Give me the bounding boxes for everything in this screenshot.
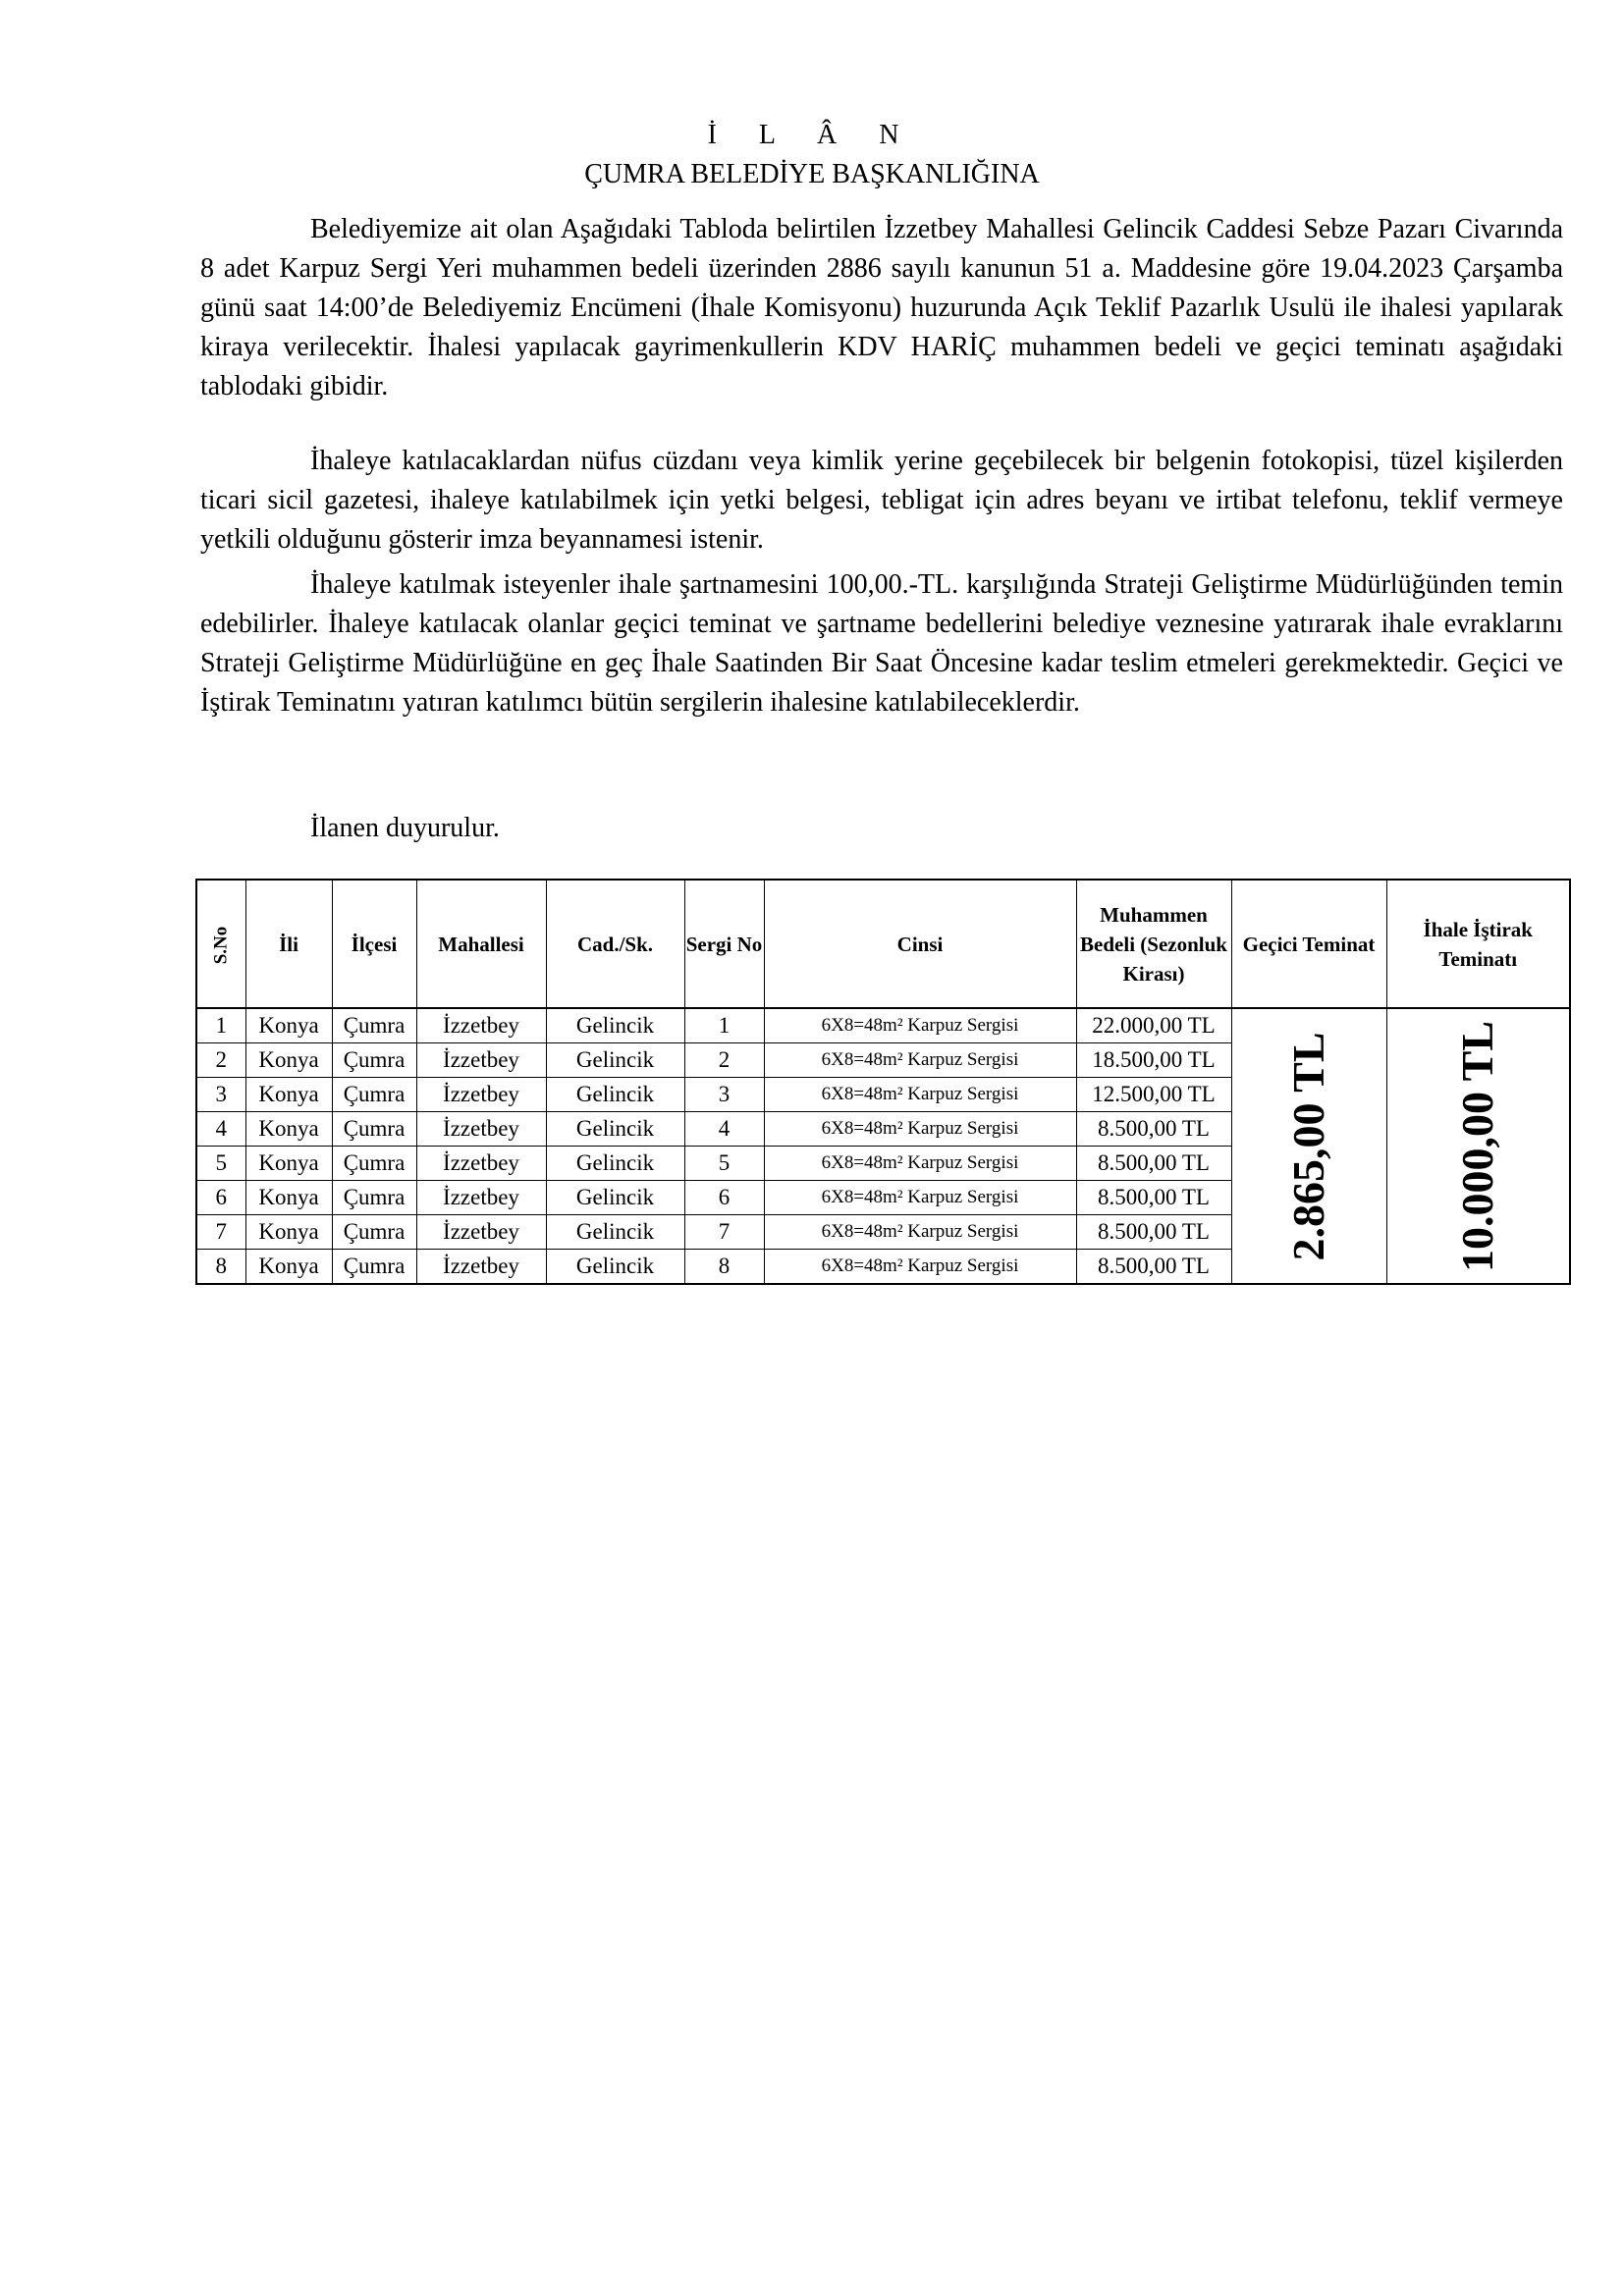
cell-bedel: 8.500,00 TL	[1076, 1147, 1231, 1181]
cell-mahallesi: İzzetbey	[416, 1043, 546, 1078]
cell-sno: 6	[196, 1181, 245, 1215]
paragraph-documents-text: İhaleye katılacaklardan nüfus cüzdanı veya kimlik yerine geçebilecek bir belgenin fotokopisi, tüzel kişilerden ticari sicil gazetesi, ihaleye katılabilmek için yetki belgesi, tebligat için adres beyanı ve irtibat telefonu, teklif vermeye yetkili olduğunu gösterir imza beyannamesi istenir.	[200, 446, 1563, 555]
cell-ili: Konya	[245, 1008, 332, 1043]
paragraph-intro	[200, 210, 1563, 406]
cell-ili: Konya	[245, 1043, 332, 1078]
paragraph-specification	[200, 565, 1563, 722]
cell-sno: 2	[196, 1043, 245, 1078]
paragraph-announcement-text: İlanen duyurulur.	[310, 813, 500, 843]
cell-sergi: 8	[684, 1250, 764, 1285]
cell-cad: Gelincik	[546, 1078, 684, 1112]
cell-cad: Gelincik	[546, 1215, 684, 1250]
cell-mahallesi: İzzetbey	[416, 1147, 546, 1181]
header-istirak: İhale İştirak Teminatı	[1386, 880, 1570, 1008]
cell-bedel: 8.500,00 TL	[1076, 1112, 1231, 1147]
cell-ilcesi: Çumra	[332, 1008, 416, 1043]
cell-ilcesi: Çumra	[332, 1147, 416, 1181]
cell-sergi: 2	[684, 1043, 764, 1078]
paragraph-announcement	[200, 809, 1563, 848]
header-mahallesi: Mahallesi	[416, 880, 546, 1008]
cell-sergi: 5	[684, 1147, 764, 1181]
cell-cinsi: 6X8=48m² Karpuz Sergisi	[764, 1147, 1076, 1181]
cell-ili: Konya	[245, 1181, 332, 1215]
cell-cad: Gelincik	[546, 1112, 684, 1147]
cell-bedel: 8.500,00 TL	[1076, 1215, 1231, 1250]
paragraph-documents	[200, 442, 1563, 560]
cell-ili: Konya	[245, 1078, 332, 1112]
cell-bedel: 18.500,00 TL	[1076, 1043, 1231, 1078]
cell-sergi: 7	[684, 1215, 764, 1250]
authority-title: ÇUMRA BELEDİYE BAŞKANLIĞINA	[584, 159, 1040, 189]
cell-bedel: 12.500,00 TL	[1076, 1078, 1231, 1112]
cell-istirak-teminati	[1386, 1008, 1570, 1284]
header-bedel: Muhammen Bedeli (Sezonluk Kirası)	[1076, 880, 1231, 1008]
cell-bedel: 8.500,00 TL	[1076, 1181, 1231, 1215]
tender-table	[195, 879, 1571, 1285]
cell-sno: 7	[196, 1215, 245, 1250]
cell-cad: Gelincik	[546, 1181, 684, 1215]
cell-mahallesi: İzzetbey	[416, 1215, 546, 1250]
cell-gecici-teminat	[1231, 1008, 1386, 1284]
cell-sno: 1	[196, 1008, 245, 1043]
paragraph-intro-text: Belediyemize ait olan Aşağıdaki Tabloda belirtilen İzzetbey Mahallesi Gelincik Caddesi Sebze Pazarı Civarında 8 adet Karpuz Sergi Yeri muhammen bedeli üzerinden 2886 sayılı kanunun 51 a. Maddesine göre 19.04.2023 Çarşamba günü saat 14:00’de Belediyemiz Encümeni (İhale Komisyonu) huzurunda Açık Teklif Pazarlık Usulü ile ihalesi yapılarak kiraya verilecektir. İhalesi yapılacak gayrimenkullerin KDV HARİÇ muhammen bedeli ve geçici teminatı aşağıdaki tablodaki gibidir.	[200, 214, 1563, 401]
cell-cad: Gelincik	[546, 1008, 684, 1043]
cell-sno: 8	[196, 1250, 245, 1285]
table-row	[196, 1008, 1570, 1043]
cell-sergi: 1	[684, 1008, 764, 1043]
header-cinsi: Cinsi	[764, 880, 1076, 1008]
cell-mahallesi: İzzetbey	[416, 1181, 546, 1215]
paragraph-specification-text: İhaleye katılmak isteyenler ihale şartnamesini 100,00.-TL. karşılığında Strateji Geliştirme Müdürlüğünden temin edebilirler. İhaleye katılacak olanlar geçici teminat ve şartname bedellerini belediye veznesine yatırarak ihale evraklarını Strateji Geliştirme Müdürlüğüne en geç İhale Saatinden Bir Saat Öncesine kadar teslim etmeleri gerekmektedir. Geçici ve İştirak Teminatını yatıran katılımcı bütün sergilerin ihalesine katılabileceklerdir.	[200, 569, 1563, 718]
cell-cinsi: 6X8=48m² Karpuz Sergisi	[764, 1043, 1076, 1078]
cell-cinsi: 6X8=48m² Karpuz Sergisi	[764, 1078, 1076, 1112]
cell-cinsi: 6X8=48m² Karpuz Sergisi	[764, 1181, 1076, 1215]
table-body	[196, 1008, 1570, 1284]
cell-ilcesi: Çumra	[332, 1250, 416, 1285]
header-sno	[196, 880, 245, 1008]
header-cad: Cad./Sk.	[546, 880, 684, 1008]
istirak-teminati-value: 10.000,00 TL	[1452, 1020, 1503, 1272]
cell-sergi: 4	[684, 1112, 764, 1147]
gecici-teminat-value: 2.865,00 TL	[1283, 1031, 1333, 1261]
table-header-row	[196, 880, 1570, 1008]
cell-sno: 4	[196, 1112, 245, 1147]
cell-ili: Konya	[245, 1250, 332, 1285]
cell-ilcesi: Çumra	[332, 1043, 416, 1078]
cell-cinsi: 6X8=48m² Karpuz Sergisi	[764, 1008, 1076, 1043]
cell-mahallesi: İzzetbey	[416, 1078, 546, 1112]
cell-ilcesi: Çumra	[332, 1181, 416, 1215]
cell-ili: Konya	[245, 1215, 332, 1250]
cell-cinsi: 6X8=48m² Karpuz Sergisi	[764, 1250, 1076, 1285]
header-sergi: Sergi No	[684, 880, 764, 1008]
header-sno-text: S.No	[210, 926, 232, 964]
cell-cad: Gelincik	[546, 1147, 684, 1181]
cell-sno: 3	[196, 1078, 245, 1112]
cell-ilcesi: Çumra	[332, 1215, 416, 1250]
notice-title: İ L Â N	[707, 120, 917, 150]
cell-cinsi: 6X8=48m² Karpuz Sergisi	[764, 1215, 1076, 1250]
header-gecici: Geçici Teminat	[1231, 880, 1386, 1008]
header-ili: İli	[245, 880, 332, 1008]
cell-cad: Gelincik	[546, 1043, 684, 1078]
cell-ili: Konya	[245, 1147, 332, 1181]
cell-mahallesi: İzzetbey	[416, 1112, 546, 1147]
cell-sno: 5	[196, 1147, 245, 1181]
cell-sergi: 6	[684, 1181, 764, 1215]
cell-ilcesi: Çumra	[332, 1078, 416, 1112]
cell-mahallesi: İzzetbey	[416, 1008, 546, 1043]
cell-ili: Konya	[245, 1112, 332, 1147]
cell-bedel: 8.500,00 TL	[1076, 1250, 1231, 1285]
cell-bedel: 22.000,00 TL	[1076, 1008, 1231, 1043]
cell-sergi: 3	[684, 1078, 764, 1112]
header-ilcesi: İlçesi	[332, 880, 416, 1008]
cell-mahallesi: İzzetbey	[416, 1250, 546, 1285]
cell-cinsi: 6X8=48m² Karpuz Sergisi	[764, 1112, 1076, 1147]
cell-ilcesi: Çumra	[332, 1112, 416, 1147]
cell-cad: Gelincik	[546, 1250, 684, 1285]
